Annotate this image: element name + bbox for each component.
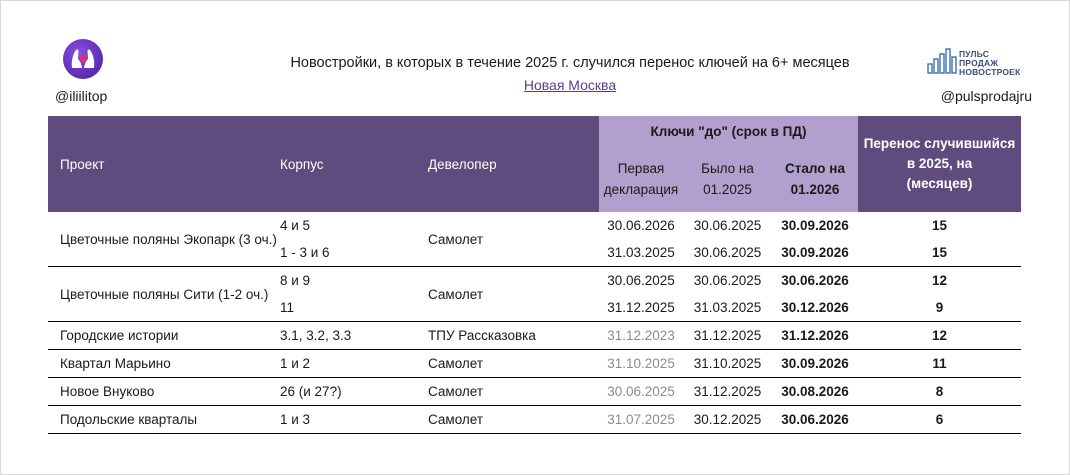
cell-shift: 12 <box>858 322 1021 350</box>
cell-first-declaration: 30.06.2025 <box>599 378 683 406</box>
logo-text-line: ПРОДАЖ <box>959 58 999 68</box>
header-building: Корпус <box>280 116 416 212</box>
header-transfer-line: Перенос случившийся <box>863 136 1016 151</box>
cell-was: 31.10.2025 <box>683 350 772 378</box>
cell-now: 30.06.2026 <box>772 406 858 434</box>
cell-was: 30.12.2025 <box>683 406 772 434</box>
cell-developer: ТПУ Рассказовка <box>416 322 599 350</box>
cell-developer: Самолет <box>416 212 599 267</box>
bar-chart-icon <box>927 48 957 74</box>
region-link[interactable]: Новая Москва <box>523 77 617 93</box>
cell-developer: Самолет <box>416 267 599 322</box>
cell-was: 31.12.2025 <box>683 322 772 350</box>
cell-shift: 15 <box>858 239 1021 267</box>
table-row <box>48 406 1021 434</box>
cell-shift: 6 <box>858 406 1021 434</box>
cell-first-declaration: 30.06.2026 <box>607 218 675 233</box>
header-transfer <box>858 116 1021 212</box>
cell-now: 30.09.2026 <box>781 218 849 233</box>
cell-building: 1 и 2 <box>280 350 416 378</box>
logo-text-line: НОВОСТРОЕК <box>959 67 1021 77</box>
cell-building: 1 и 3 <box>280 406 416 434</box>
table-row <box>48 212 1021 239</box>
cell-was: 31.03.2025 <box>683 294 772 322</box>
cell-building: 11 <box>280 294 416 322</box>
header-line: декларация <box>603 182 679 197</box>
cell-was: 30.06.2025 <box>683 239 772 267</box>
cell-first-declaration: 31.12.2023 <box>599 322 683 350</box>
cell-shift: 9 <box>858 294 1021 322</box>
cell-was: 30.06.2025 <box>693 218 762 233</box>
cell-was: 30.06.2025 <box>693 273 762 288</box>
header-line: Было на <box>701 161 754 176</box>
cell-now: 30.08.2026 <box>772 378 858 406</box>
header-keys-group: Ключи "до" (срок в ПД) <box>599 116 858 146</box>
header-line: 01.2025 <box>703 182 752 197</box>
header-now <box>772 146 858 212</box>
cell-building: 3.1, 3.2, 3.3 <box>280 322 416 350</box>
cell-shift: 8 <box>858 378 1021 406</box>
cell-now: 30.09.2026 <box>772 350 858 378</box>
cell-project: Цветочные поляны Сити (1-2 оч.) <box>48 267 280 322</box>
cell-building: 26 (и 27?) <box>280 378 416 406</box>
cell-project: Квартал Марьино <box>48 350 280 378</box>
cell-now: 30.12.2026 <box>772 294 858 322</box>
page-title: Новостройки, в которых в течение 2025 г. случился перенос ключей на 6+ месяцев <box>290 55 850 71</box>
header-transfer-line: (месяцев) <box>906 176 973 191</box>
header-transfer-line: в 2025, на <box>906 156 973 171</box>
cell-now: 30.06.2026 <box>781 273 849 288</box>
handle-right: @pulsprodajru <box>940 88 1032 104</box>
header-was <box>683 146 772 212</box>
cell-now: 31.12.2026 <box>772 322 858 350</box>
cell-now: 30.09.2026 <box>772 239 858 267</box>
cell-building: 4 и 5 <box>280 218 311 233</box>
cell-was: 31.12.2025 <box>683 378 772 406</box>
table-row <box>48 378 1021 406</box>
cell-first-declaration: 31.12.2025 <box>599 294 683 322</box>
cell-building: 1 - 3 и 6 <box>280 239 416 267</box>
cell-first-declaration: 31.10.2025 <box>599 350 683 378</box>
cell-developer: Самолет <box>416 406 599 434</box>
cell-project: Городские истории <box>48 322 280 350</box>
header-developer: Девелопер <box>416 116 599 212</box>
header-first-declaration <box>599 146 683 212</box>
header-line: Стало на <box>785 161 845 176</box>
cell-shift: 12 <box>931 273 948 288</box>
logo-text-line: ПУЛЬС <box>959 49 990 59</box>
cell-first-declaration: 31.07.2025 <box>599 406 683 434</box>
cell-first-declaration: 31.03.2025 <box>599 239 683 267</box>
cell-developer: Самолет <box>416 350 599 378</box>
table-row <box>48 267 1021 295</box>
cell-first-declaration: 30.06.2025 <box>607 273 675 288</box>
table-row <box>48 322 1021 350</box>
table-row <box>48 350 1021 378</box>
header-project: Проект <box>48 116 280 212</box>
cell-project: Новое Внуково <box>48 378 280 406</box>
cell-shift: 11 <box>858 350 1021 378</box>
cell-project: Подольские кварталы <box>48 406 280 434</box>
cell-building: 8 и 9 <box>280 273 311 288</box>
cell-shift: 15 <box>931 218 948 233</box>
handle-left: @iliilitop <box>55 88 108 104</box>
cell-project: Цветочные поляны Экопарк (3 оч.) <box>48 212 280 267</box>
header-line: Первая <box>617 161 665 176</box>
cell-developer: Самолет <box>416 378 599 406</box>
transfers-table <box>48 116 1021 434</box>
header-line: 01.2026 <box>790 182 840 197</box>
